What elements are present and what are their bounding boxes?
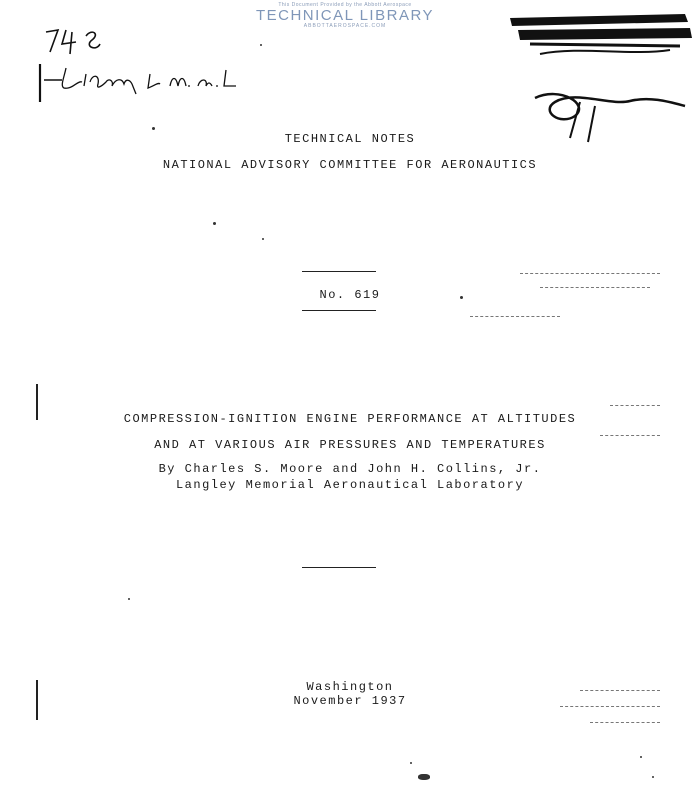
scan-noise: [470, 316, 560, 317]
scan-noise: [600, 435, 660, 436]
redaction-scribble: [500, 6, 700, 146]
scan-noise: [580, 690, 660, 691]
imprint-date: November 1937: [293, 694, 407, 708]
handwritten-library-note: [30, 60, 260, 110]
scan-speck: [213, 222, 216, 225]
scan-noise: [610, 405, 660, 406]
scan-speck: [152, 127, 155, 130]
note-number: No. 619: [319, 288, 381, 302]
scan-noise: [560, 706, 660, 707]
watermark-provided-by: This Document Provided by the Abbott Aerospace: [278, 2, 412, 8]
scan-speck: [410, 762, 412, 764]
header-naca: NATIONAL ADVISORY COMMITTEE FOR AERONAUTICS: [162, 158, 538, 172]
title-line-1: COMPRESSION-IGNITION ENGINE PERFORMANCE AT ALTITUDES: [123, 412, 577, 426]
rule-above-number: [302, 271, 376, 272]
imprint-place: Washington: [306, 680, 394, 694]
rule-separator: [302, 567, 376, 568]
handwritten-number-748: [40, 22, 120, 62]
scan-noise: [520, 273, 660, 274]
rule-below-number: [302, 310, 376, 311]
scan-speck: [260, 44, 262, 46]
scan-speck: [652, 776, 654, 778]
scan-speck: [460, 296, 463, 299]
scan-speck: [640, 756, 642, 758]
scan-noise: [590, 722, 660, 723]
header-technical-notes: TECHNICAL NOTES: [284, 132, 416, 146]
scan-speck: [128, 598, 130, 600]
title-line-2: AND AT VARIOUS AIR PRESSURES AND TEMPERATURES: [154, 438, 546, 452]
scan-speck: [262, 238, 264, 240]
scan-noise: [540, 287, 650, 288]
watermark-title: TECHNICAL LIBRARY: [255, 7, 435, 24]
authors-line: By Charles S. Moore and John H. Collins, Jr.: [158, 462, 542, 476]
scan-speck: [418, 774, 430, 780]
watermark-url: ABBOTTAEROSPACE.COM: [303, 23, 387, 29]
affiliation-line: Langley Memorial Aeronautical Laboratory: [175, 478, 525, 492]
